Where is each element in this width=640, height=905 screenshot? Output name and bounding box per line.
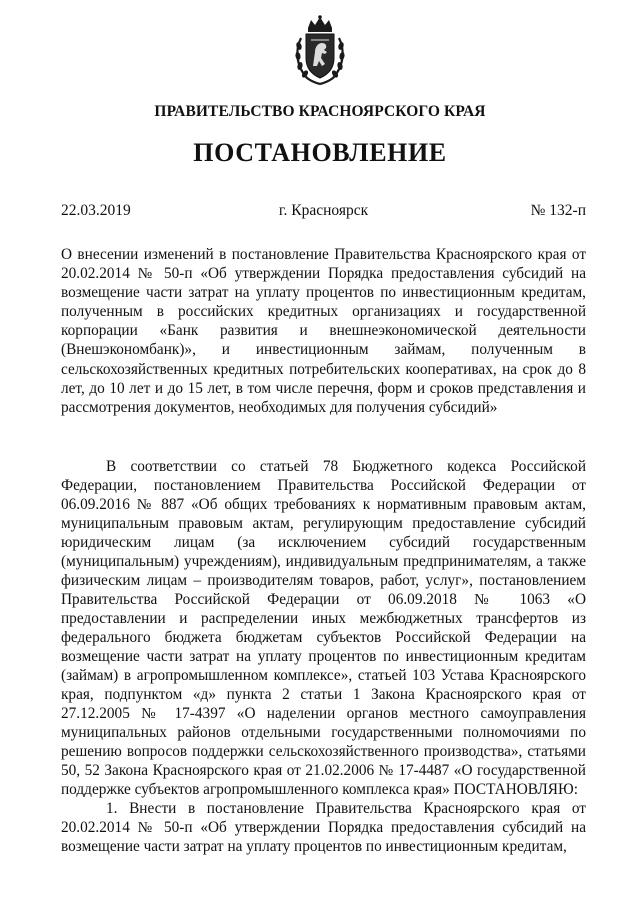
document-meta-row [61, 202, 586, 222]
document-number: № 132-п [530, 202, 586, 219]
document-subject: О внесении изменений в постановление Правительства Красноярского края от 20.02.2014 № 50-п «Об утверждении Порядка предоставления субсидий на возмещение части затрат на уплату процентов по инвестиционным кредитам, полученным в российских кредитных организациях и государственной корпорации «Банк развития и внешнеэкономической деятельности (Внешэкономбанк)», и инвестиционным займам, полученным в сельскохозяйственных кредитных потребительских кооперативах, на срок до 8 лет, до 10 лет и до 15 лет, в том числе перечня, форм и сроков представления и рассмотрения документов, необходимых для получения субсидий» [61, 246, 586, 416]
document-type-title: ПОСТАНОВЛЕНИЕ [193, 138, 447, 167]
item-1-paragraph: 1. Внести в постановление Правительства Красноярского края от 20.02.2014 № 50-п «Об утверждении Порядка предоставления субсидий на возмещение части затрат на уплату процентов по инвестиционным кредитам, [61, 800, 586, 855]
coat-of-arms-icon [291, 14, 349, 86]
government-title: ПРАВИТЕЛЬСТВО КРАСНОЯРСКОГО КРАЯ [154, 103, 486, 120]
document-city: г. Красноярск [278, 202, 369, 219]
document-date: 22.03.2019 [61, 202, 131, 219]
preamble-paragraph: В соответствии со статьей 78 Бюджетного кодекса Российской Федерации, постановлением Правительства Российской Федерации от 06.09.2016 № 887 «Об общих требованиях к нормативным правовым актам, муниципальным правовым актам, регулирующим предоставление субсидий юридическим лицам (за исключением субсидий государственным (муниципальным) учреждениям), индивидуальным предпринимателям, а также физическим лицам – производителям товаров, работ, услуг», постановлением Правительства Российской Федерации от 06.09.2018 № 1063 «О предоставлении и распределении иных межбюджетных трансфертов из федерального бюджета бюджетам субъектов Российской Федерации на возмещение части затрат на уплату процентов по инвестиционным кредитам (займам) в агропромышленном комплексе», статьей 103 Устава Красноярского края, подпунктом «д» пункта 2 статьи 1 Закона Красноярского края от 27.12.2005 № 17-4397 «О наделении органов местного самоуправления муниципальных районов отдельными государственными полномочиями по решению вопросов поддержки сельскохозяйственного производства», статьями 50, 52 Закона Красноярского края от 21.02.2006 № 17-4487 «О государственной поддержке субъектов агропромышленного комплекса края» ПОСТАНОВЛЯЮ: [61, 458, 586, 798]
document-body [61, 457, 586, 856]
